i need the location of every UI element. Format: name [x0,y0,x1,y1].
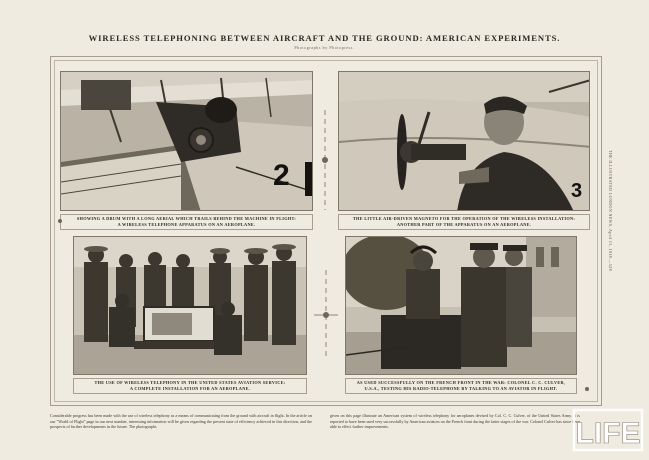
caption-line: A COMPLETE INSTALLATION FOR AN AEROPLANE. [129,386,251,391]
biplane-drum-illustration [61,72,313,211]
photo-installation [73,236,307,375]
photo-magneto [338,71,590,211]
life-logo-text: LIFE [575,417,641,450]
plane-number-3: 3 [571,180,583,202]
body-column-left: Considerable progress has been made with the use of wireless telephony as a means of communicating from the ground with aircraft in flight. In the article on our "World of Flight" page in our next number, interesting information will be given regarding the present state of efficiency achieved in this direction, and the prospects of further developments in the future. The photographs [50,413,312,430]
caption-aeroplane-drum [60,214,313,230]
running-head: THE ILLUSTRATED LONDON NEWS, April 13, 1918.—528 [608,150,613,272]
page-headline: WIRELESS TELEPHONING BETWEEN AIRCRAFT AND THE GROUND: AMERICAN EXPERIMENTS. [88,33,561,43]
caption-colonel-culver [345,378,577,394]
caption-line: U.S.A., TESTING HIS RADIO-TELEPHONE BY TALKING TO AN AVIATOR IN FLIGHT. [364,386,558,391]
caption-line: ANOTHER PART OF THE APPARATUS ON AN AEROPLANE. [396,222,532,227]
divider-ornament-bottom [310,270,342,360]
divider-ornament-top [316,110,334,210]
magneto-illustration [339,72,590,211]
caption-installation [73,378,307,394]
photo-colonel-culver [345,236,577,375]
caption-line: THE USE OF WIRELESS TELEPHONY IN THE UNITED STATES AVIATION SERVICE: [94,380,286,385]
caption-line: SHOWING A DRUM WITH A LONG AERIAL WHICH TRAILS BEHIND THE MACHINE IN FLIGHT: [76,216,297,221]
life-logo [572,406,644,454]
corner-ornament [583,384,591,394]
colonel-culver-illustration [346,237,577,375]
caption-line: A WIRELESS TELEPHONE APPARATUS ON AN AEROPLANE. [117,222,256,227]
plane-number-2: 2 [273,159,290,192]
caption-line: THE LITTLE AIR-DRIVEN MAGNETO FOR THE OPERATION OF THE WIRELESS INSTALLATION: [352,216,576,221]
body-column-right: given on this page illustrate an American system of wireless telephony for aeroplanes devised by Col. C. C. Culver, of the United States Army. It is reported to have been used very successfully by American aviators on the French front during the latter stages of the war. Colonel Culver has since been able to effect further improvements. [330,413,580,430]
caption-line: AS USED SUCCESSFULLY ON THE FRENCH FRONT IN THE WAR: COLONEL C. C. CULVER, [356,380,566,385]
photo-aeroplane-drum [60,71,313,211]
corner-ornament [56,216,64,226]
caption-magneto [338,214,590,230]
installation-illustration [74,237,307,375]
photo-credit: Photographs by Photopress. [294,45,355,50]
